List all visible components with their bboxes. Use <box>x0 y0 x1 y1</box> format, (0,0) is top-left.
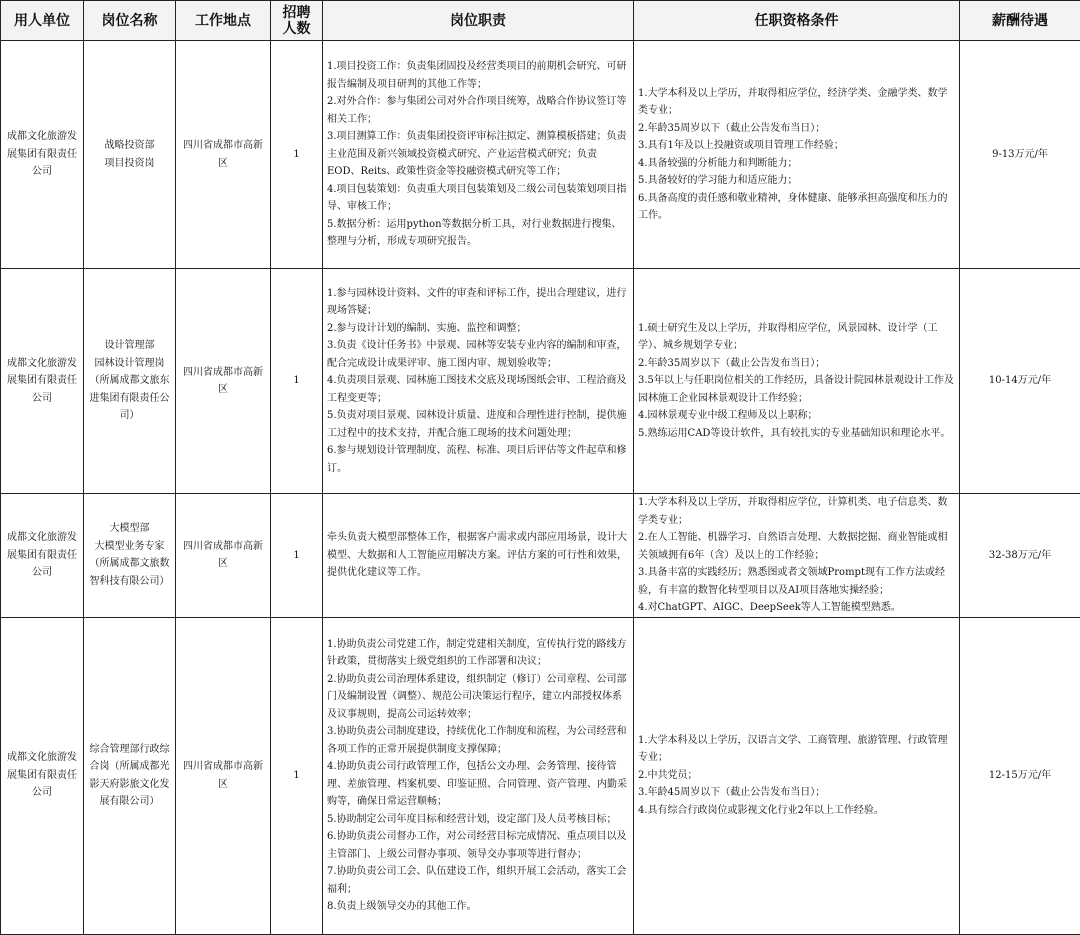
cell-position: 战略投资部 项目投资岗 <box>84 41 176 269</box>
duties-item: 5.负责对项目景观、园林设计质量、进度和合理性进行控制，提供施工过程中的技术支持，并配合施工现场的技术问题处理； <box>327 407 629 442</box>
duties-item: 4.负责项目景观、园林施工图技术交底及现场图纸会审、工程洽商及工程变更等； <box>327 372 629 407</box>
duties-item: 2.协助负责公司治理体系建设，组织制定（修订）公司章程、公司部门及编制设置（调整）、规范公司决策运行程序，建立内部授权体系及议事规则，提高公司运转效率； <box>327 671 629 724</box>
cell-duties <box>323 269 634 494</box>
cell-salary: 12-15万元/年 <box>960 617 1080 934</box>
table-row <box>1 41 1080 269</box>
qualifications-item: 3.5年以上与任职岗位相关的工作经历，具备设计院园林景观设计工作及园林施工企业园林景观设计工作经验； <box>638 372 955 407</box>
qualifications-item: 3.具备丰富的实践经历；熟悉图或者文领域Prompt现有工作方法或经验，有丰富的数智化转型项目以及AI项目落地实操经验； <box>638 564 955 599</box>
duties-item: 2.对外合作：参与集团公司对外合作项目统筹，战略合作协议签订等相关工作； <box>327 93 629 128</box>
cell-location: 四川省成都市高新区 <box>176 494 271 618</box>
qualifications-item: 4.具备较强的分析能力和判断能力； <box>638 155 955 173</box>
cell-unit: 成都文化旅游发展集团有限责任公司 <box>1 494 84 618</box>
qualifications-item: 1.大学本科及以上学历，并取得相应学位，计算机类、电子信息类、数学类专业； <box>638 494 955 529</box>
cell-location: 四川省成都市高新区 <box>176 41 271 269</box>
duties-item: 1.参与园林设计资料、文件的审查和评标工作，提出合理建议，进行现场答疑； <box>327 285 629 320</box>
header-position: 岗位名称 <box>84 1 176 41</box>
qualifications-item: 4.具有综合行政岗位或影视文化行业2年以上工作经验。 <box>638 802 955 820</box>
cell-duties <box>323 41 634 269</box>
duties-item: 6.协助负责公司督办工作，对公司经营目标完成情况、重点项目以及主管部门、上级公司督办事项、领导交办事项等进行督办； <box>327 828 629 863</box>
duties-item: 1.项目投资工作：负责集团固投及经营类项目的前期机会研究、可研报告编制及项目研判的其他工作等； <box>327 58 629 93</box>
table-row <box>1 617 1080 934</box>
cell-salary: 9-13万元/年 <box>960 41 1080 269</box>
cell-location: 四川省成都市高新区 <box>176 617 271 934</box>
cell-salary: 32-38万元/年 <box>960 494 1080 618</box>
duties-item: 牵头负责大模型部整体工作，根据客户需求或内部应用场景，设计大模型、大数据和人工智能应用解决方案。评估方案的可行性和效果，提供优化建议等工作。 <box>327 529 629 582</box>
header-duties: 岗位职责 <box>323 1 634 41</box>
qualifications-item: 2.中共党员； <box>638 767 955 785</box>
header-count: 招聘人数 <box>271 1 323 41</box>
qualifications-item: 5.具备较好的学习能力和适应能力； <box>638 172 955 190</box>
cell-duties <box>323 494 634 618</box>
cell-position: 综合管理部行政综合岗（所属成都光影天府影旅文化发展有限公司） <box>84 617 176 934</box>
duties-item: 4.项目包装策划：负责重大项目包装策划及二级公司包装策划项目指导、审核工作； <box>327 181 629 216</box>
header-row <box>1 1 1080 41</box>
cell-qualifications <box>634 494 960 618</box>
cell-unit: 成都文化旅游发展集团有限责任公司 <box>1 617 84 934</box>
header-salary: 薪酬待遇 <box>960 1 1080 41</box>
qualifications-item: 2.年龄35周岁以下（截止公告发布当日）； <box>638 355 955 373</box>
qualifications-item: 4.对ChatGPT、AIGC、DeepSeek等人工智能模型熟悉。 <box>638 599 955 617</box>
cell-unit: 成都文化旅游发展集团有限责任公司 <box>1 41 84 269</box>
qualifications-item: 2.年龄35周岁以下（截止公告发布当日）； <box>638 120 955 138</box>
qualifications-item: 4.园林景观专业中级工程师及以上职称； <box>638 407 955 425</box>
duties-item: 7.协助负责公司工会、队伍建设工作，组织开展工会活动，落实工会福利； <box>327 863 629 898</box>
cell-position: 设计管理部 园林设计管理岗（所属成都文旅东进集团有限责任公司） <box>84 269 176 494</box>
cell-position: 大模型部 大模型业务专家（所属成都文旅数智科技有限公司） <box>84 494 176 618</box>
duties-item: 5.数据分析：运用python等数据分析工具，对行业数据进行搜集、整理与分析，形成专项研究报告。 <box>327 216 629 251</box>
cell-location: 四川省成都市高新区 <box>176 269 271 494</box>
cell-count: 1 <box>271 617 323 934</box>
qualifications-item: 1.大学本科及以上学历，汉语言文学、工商管理、旅游管理、行政管理专业； <box>638 732 955 767</box>
header-unit: 用人单位 <box>1 1 84 41</box>
duties-item: 3.负责《设计任务书》中景观、园林等安装专业内容的编制和审查，配合完成设计成果评审、施工图内审、规划验收等； <box>327 337 629 372</box>
qualifications-item: 3.年龄45周岁以下（截止公告发布当日）； <box>638 784 955 802</box>
cell-qualifications <box>634 269 960 494</box>
qualifications-item: 2.在人工智能、机器学习、自然语言处理、大数据挖掘、商业智能或相关领域拥有6年（含）及以上的工作经验； <box>638 529 955 564</box>
header-qualifications: 任职资格条件 <box>634 1 960 41</box>
cell-duties <box>323 617 634 934</box>
duties-item: 1.协助负责公司党建工作，制定党建相关制度，宣传执行党的路线方针政策，贯彻落实上级党组织的工作部署和决议； <box>327 636 629 671</box>
cell-count: 1 <box>271 41 323 269</box>
duties-item: 5.协助制定公司年度目标和经营计划，设定部门及人员考核目标； <box>327 811 629 829</box>
table-row <box>1 269 1080 494</box>
duties-item: 3.协助负责公司制度建设，持续优化工作制度和流程，为公司经营和各项工作的正常开展提供制度支撑保障； <box>327 723 629 758</box>
cell-count: 1 <box>271 269 323 494</box>
cell-salary: 10-14万元/年 <box>960 269 1080 494</box>
qualifications-item: 3.具有1年及以上投融资或项目管理工作经验； <box>638 137 955 155</box>
header-location: 工作地点 <box>176 1 271 41</box>
duties-item: 8.负责上级领导交办的其他工作。 <box>327 898 629 916</box>
cell-qualifications <box>634 617 960 934</box>
qualifications-item: 1.硕士研究生及以上学历，并取得相应学位，风景园林、设计学（工学）、城乡规划学专业； <box>638 320 955 355</box>
duties-item: 6.参与规划设计管理制度、流程、标准、项目后评估等文件起草和修订。 <box>327 442 629 477</box>
cell-qualifications <box>634 41 960 269</box>
cell-unit: 成都文化旅游发展集团有限责任公司 <box>1 269 84 494</box>
qualifications-item: 1.大学本科及以上学历，并取得相应学位，经济学类、金融学类、数学类专业； <box>638 85 955 120</box>
duties-item: 2.参与设计计划的编制、实施、监控和调整； <box>327 320 629 338</box>
table-row <box>1 494 1080 618</box>
qualifications-item: 5.熟练运用CAD等设计软件，具有较扎实的专业基础知识和理论水平。 <box>638 425 955 443</box>
duties-item: 4.协助负责公司行政管理工作，包括公文办理、会务管理、接待管理、差旅管理、档案机要、印鉴证照、合同管理、资产管理、内勤采购等，确保日常运营顺畅； <box>327 758 629 811</box>
cell-count: 1 <box>271 494 323 618</box>
duties-item: 3.项目测算工作：负责集团投资评审标注拟定、测算模板搭建；负责主业范围及新兴领域投资模式研究、产业运营模式研究；负责EOD、Reits、政策性资金等投融资模式研究等工作； <box>327 128 629 181</box>
qualifications-item: 6.具备高度的责任感和敬业精神，身体健康、能够承担高强度和压力的工作。 <box>638 190 955 225</box>
